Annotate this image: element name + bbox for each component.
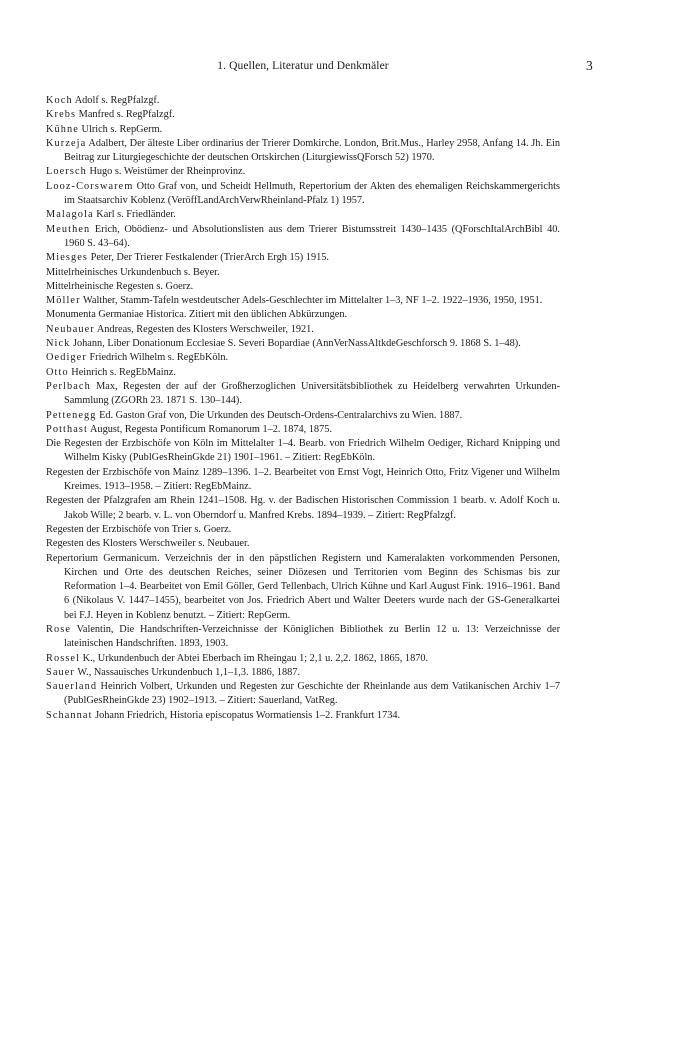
bibliography-entry: [46, 137, 560, 166]
entry-text: Adolf s. RegPfalzgf.: [72, 95, 160, 106]
entry-author: Potthast: [46, 423, 88, 435]
bibliography-entry: [46, 409, 560, 423]
entry-text: Manfred s. RegPfalzgf.: [76, 109, 175, 121]
bibliography-entry: [46, 308, 560, 322]
entry-text: Heinrich s. RegEbMainz.: [68, 366, 176, 378]
bibliography-entry: [46, 251, 560, 265]
bibliography-entry: [46, 652, 560, 666]
bibliography-entry: [46, 666, 560, 680]
bibliography-entry: [46, 294, 560, 308]
entry-author: Meuthen: [46, 223, 91, 235]
bibliography-entry: [46, 423, 560, 437]
bibliography-entry: [46, 94, 560, 108]
entry-author: Kurzeja: [46, 137, 87, 149]
entry-text: Heinrich Volbert, Urkunden und Regesten zur Geschichte der Rheinlande aus dem Vatikanischen Archiv 1–7 (PublGesRheinGkde 23) 1902–1913. – Zitiert: Sauerland, VatReg.: [64, 681, 560, 707]
entry-text: Adalbert, Der älteste Liber ordinarius der Trierer Domkirche. London, Brit.Mus., Harley 2958, Anfang 14. Jh. Ein Beitrag zur Liturgiegeschichte der deutschen Ortskirchen (LiturgiewissQForsch 52) 1970.: [64, 137, 560, 164]
bibliography-entry: [46, 323, 560, 337]
entry-author: Krebs: [46, 109, 77, 121]
entry-author: Pettenegg: [46, 409, 97, 421]
entry-text: Repertorium Germanicum. Verzeichnis der in den päpstlichen Registern und Kameralakten vorkommenden Personen, Kirchen und Orte des deutschen Reiches, seiner Diözesen und Territorien vom Beginn des Schismas bis zur Reformation 1–4. Bearbeitet von Emil Göller, Gerd Tellenbach, Ulrich Kühne und Karl August Fink. 1916–1961. Band 6 (Nikolaus V. 1447–1455), bearbeitet von Jos. Friedrich Abert und Walter Deeters wurde nach der GS-Generalkartei bei F.J. Heyen in Koblenz benutzt. – Zitiert: RepGerm.: [46, 552, 560, 621]
entry-text: Ed. Gaston Graf von, Die Urkunden des Deutsch-Ordens-Centralarchivs zu Wien. 1887.: [96, 409, 463, 421]
bibliography-entry: [46, 537, 560, 551]
bibliography-entry: [46, 437, 560, 466]
entry-author: Rose: [46, 623, 71, 635]
entry-text: Regesten der Erzbischöfe von Trier s. Goerz.: [46, 523, 232, 535]
bibliography-entry: [46, 552, 560, 623]
bibliography-list: [46, 94, 560, 723]
bibliography-entry: [46, 680, 560, 709]
bibliography-entry: [46, 623, 560, 652]
bibliography-entry: [46, 709, 560, 723]
entry-author: Koch: [46, 95, 73, 106]
entry-text: Regesten der Pfalzgrafen am Rhein 1241–1508. Hg. v. der Badischen Historischen Commission 1 bearb. v. Adolf Koch u. Jakob Wille; 2 bearb. v. L. von Oberndorf u. Manfred Krebs. 1894–1939. – Zitiert: RegPfalzgf.: [46, 495, 560, 521]
entry-author: Sauerland: [46, 681, 98, 693]
bibliography-entry: [46, 208, 560, 222]
entry-author: Nick: [46, 338, 71, 350]
running-head: [46, 58, 593, 78]
entry-text: Andreas, Regesten des Klosters Werschweiler, 1921.: [94, 323, 314, 335]
bibliography-entry: [46, 351, 560, 365]
entry-text: Ulrich s. RepGerm.: [78, 123, 163, 135]
entry-text: Mittelrheinisches Urkundenbuch s. Beyer.: [46, 266, 220, 278]
entry-author: Rossel: [46, 652, 81, 664]
entry-text: Mittelrheinische Regesten s. Goerz.: [46, 280, 194, 292]
bibliography-entry: [46, 466, 560, 495]
entry-text: K., Urkundenbuch der Abtei Eberbach im Rheingau 1; 2,1 u. 2,2. 1862, 1865, 1870.: [80, 652, 429, 664]
entry-text: Regesten des Klosters Werschweiler s. Neubauer.: [46, 538, 250, 550]
entry-author: Möller: [46, 295, 81, 307]
entry-author: Oediger: [46, 352, 87, 364]
entry-text: Johann Friedrich, Historia episcopatus Wormatiensis 1–2. Frankfurt 1734.: [92, 709, 401, 721]
page-number: 3: [586, 58, 593, 73]
bibliography-entry: [46, 280, 560, 294]
entry-text: Friedrich Wilhelm s. RegEbKöln.: [86, 352, 229, 364]
entry-author: Sauer: [46, 666, 75, 678]
bibliography-entry: [46, 523, 560, 537]
bibliography-entry: [46, 380, 560, 409]
bibliography-entry: [46, 494, 560, 523]
bibliography-entry: [46, 165, 560, 179]
bibliography-entry: [46, 223, 560, 252]
entry-text: Max, Regesten der auf der Großherzoglichen Universitätsbibliothek zu Heidelberg verwahrten Urkunden-Sammlung (ZGORh 23. 1871 S. 130–144).: [64, 380, 560, 407]
entry-text: Hugo s. Weistümer der Rheinprovinz.: [86, 166, 246, 178]
entry-text: Regesten der Erzbischöfe von Mainz 1289–1396. 1–2. Bearbeitet von Ernst Vogt, Heinrich Otto, Fritz Vigener und Wilhelm Kreimes. 1913–1958. – Zitiert: RegEbMainz.: [46, 466, 560, 493]
entry-text: August, Regesta Pontificum Romanorum 1–2. 1874, 1875.: [87, 423, 332, 435]
entry-text: Peter, Der Trierer Festkalender (TrierArch Ergh 15) 1915.: [88, 252, 329, 264]
entry-author: Kühne: [46, 123, 79, 135]
entry-author: Perlbach: [46, 380, 91, 392]
entry-text: Monumenta Germaniae Historica. Zitiert mit den üblichen Abkürzungen.: [46, 309, 348, 321]
entry-author: Neubauer: [46, 323, 95, 335]
entry-text: W., Nassauisches Urkundenbuch 1,1–1,3. 1886, 1887.: [74, 666, 301, 678]
entry-author: Loersch: [46, 166, 87, 178]
bibliography-entry: [46, 180, 560, 209]
bibliography-entry: [46, 108, 560, 122]
entry-text: Valentin, Die Handschriften-Verzeichnisse der Königlichen Bibliothek zu Berlin 12 u. 13: Verzeichnisse der lateinischen Handschriften. 1893, 1903.: [64, 623, 560, 650]
entry-author: Schannat: [46, 709, 93, 721]
bibliography-entry: [46, 266, 560, 280]
bibliography-entry: [46, 366, 560, 380]
entry-author: Otto: [46, 366, 69, 378]
running-title: 1. Quellen, Literatur und Denkmäler: [217, 60, 389, 72]
entry-author: Looz-Corswarem: [46, 180, 134, 192]
entry-text: Die Regesten der Erzbischöfe von Köln im Mittelalter 1–4. Bearb. von Friedrich Wilhelm Oediger, Richard Knipping und Wilhelm Kisky (PublGesRheinGkde 21) 1901–1961. – Zitiert: RegEbKöln.: [46, 438, 560, 464]
bibliography-entry: [46, 337, 560, 351]
entry-text: Karl s. Friedländer.: [93, 209, 176, 221]
entry-text: Otto Graf von, und Scheidt Hellmuth, Repertorium der Akten des ehemaligen Reichskammergerichts im Staatsarchiv Koblenz (VeröffLandArchVerwRheinland-Pfalz 1) 1957.: [64, 180, 560, 207]
entry-text: Erich, Obödienz- und Absolutionslisten aus dem Trierer Bistumsstreit 1430–1435 (QForschItalArchBibl 40. 1960 S. 43–64).: [64, 223, 560, 249]
entry-text: Johann, Liber Donationum Ecclesiae S. Severi Bopardiae (AnnVerNassAltkdeGeschforsch 9. 1868 S. 1–48).: [70, 338, 521, 350]
bibliography-entry: [46, 123, 560, 137]
entry-text: Walther, Stamm-Tafeln westdeutscher Adels-Geschlechter im Mittelalter 1–3, NF 1–2. 1922–1936, 1950, 1951.: [80, 295, 543, 307]
entry-author: Miesges: [46, 252, 89, 264]
entry-author: Malagola: [46, 209, 94, 221]
